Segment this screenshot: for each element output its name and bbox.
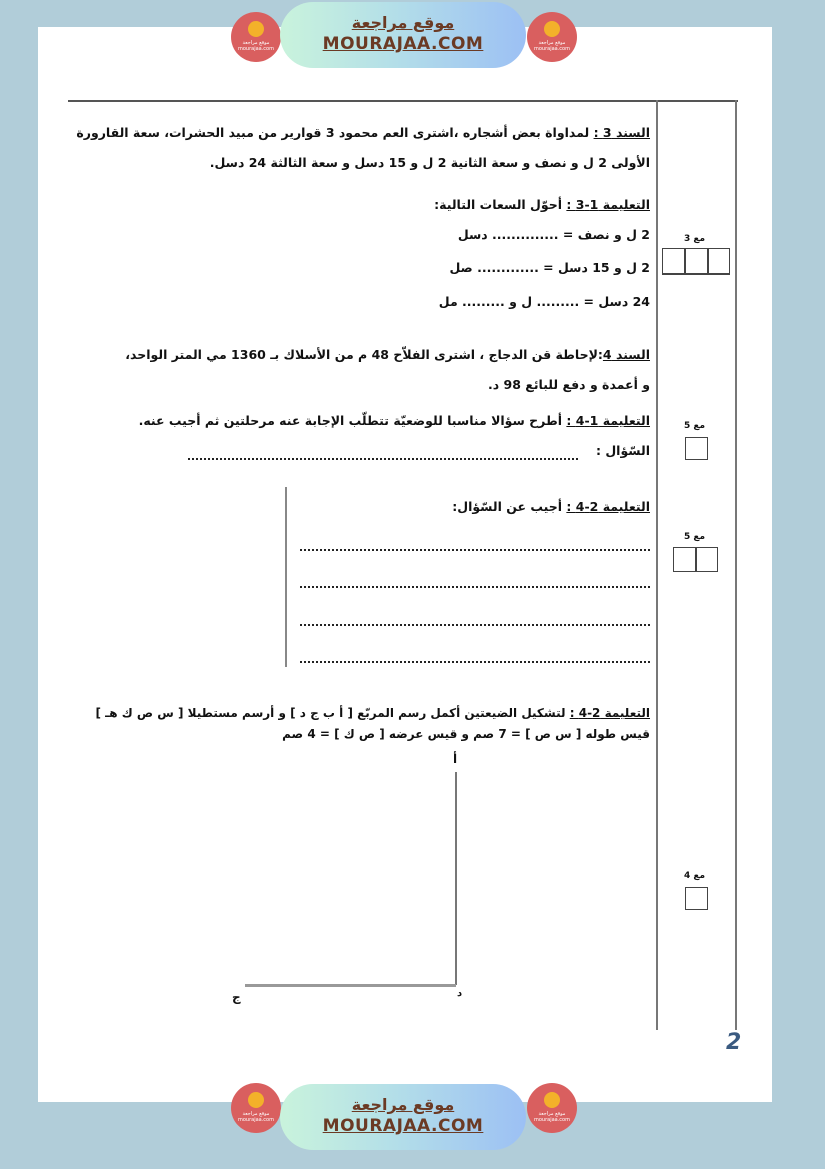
badge-text: موقع مراجعة mourajaa.com (533, 1111, 570, 1123)
grade-box-4-1[interactable] (685, 437, 708, 460)
conversion-row-2[interactable]: 2 ل و 15 دسل = ............. صل (449, 260, 650, 275)
point-j-label: ج (232, 990, 241, 1004)
banner-latin: MOURAJAA.COM (322, 34, 484, 54)
task-4-2b-line2: قيس طوله [ س ص ] = 7 صم و قيس عرضه [ ص ك ] = 4 صم (282, 727, 650, 741)
book-icon (248, 1092, 264, 1108)
grade-column-divider (656, 100, 658, 1030)
task-4-1-heading (120, 413, 650, 428)
task-4-2b-label: التعليمة 2-4 : (569, 706, 650, 720)
answer-line-1[interactable] (300, 549, 650, 551)
logo-badge-right-top (527, 12, 577, 62)
task-3-1-label: التعليمة 1-3 : (566, 197, 650, 212)
point-d-label: د (457, 988, 463, 999)
square-side-dj (245, 984, 456, 987)
page-number: 2 (726, 1030, 742, 1055)
logo-badge-left-top (231, 12, 281, 62)
site-banner-bottom[interactable] (280, 1084, 526, 1150)
grade-label-4-1: مع 5 (684, 421, 706, 431)
top-rule (68, 100, 738, 102)
task-4-1-label: التعليمة 1-4 : (566, 413, 650, 428)
logo-badge-left-bottom (231, 1083, 281, 1133)
answer-line-4[interactable] (300, 661, 650, 663)
book-icon (544, 21, 560, 37)
book-icon (248, 21, 264, 37)
task-4-2-heading (380, 499, 650, 514)
site-banner-top[interactable] (280, 2, 526, 68)
task-3-1-heading (380, 197, 650, 212)
banner-arabic: موقع مراجعة (351, 13, 455, 32)
sanad-4-line2: و أعمدة و دفع للبائع 98 د. (488, 377, 650, 392)
banner-arabic: موقع مراجعة (351, 1095, 455, 1114)
grade-label-4-2b: مع 4 (684, 871, 706, 881)
task-4-2-label: التعليمة 2-4 : (566, 499, 650, 514)
sanad-4 (110, 340, 650, 400)
answer-line-2[interactable] (300, 586, 650, 588)
grade-box-4-2b[interactable] (685, 887, 708, 910)
sanad-4-line1: :لإحاطة قن الدجاج ، اشترى الفلاّح 48 م من الأسلاك بـ 1360 مي المتر الواحد، (125, 347, 603, 362)
grade-box-3[interactable] (662, 248, 730, 275)
conversion-row-1[interactable]: 2 ل و نصف = .............. دسل (457, 227, 650, 242)
badge-text: موقع مراجعة mourajaa.com (237, 1111, 274, 1123)
badge-text: موقع مراجعة mourajaa.com (237, 40, 274, 52)
square-side-ad (455, 772, 457, 985)
logo-badge-right-bottom (527, 1083, 577, 1133)
task-4-1-text: أطرح سؤالا مناسبا للوضعيّة تتطلّب الإجابة عنه مرحلتين ثم أجيب عنه. (138, 413, 563, 428)
book-icon (544, 1092, 560, 1108)
answer-line-3[interactable] (300, 624, 650, 626)
exam-page (38, 27, 772, 1102)
grade-label-4-2: مع 5 (684, 532, 706, 542)
sanad-3-line2: الأولى 2 ل و نصف و سعة الثانية 2 ل و 15 دسل و سعة الثالثة 24 دسل. (209, 155, 650, 170)
task-4-2b-line1: لتشكيل الضيعتين أكمل رسم المربّع [ أ ب ج د ] و أرسم مستطيلا [ س ص ك هـ ] (95, 706, 566, 720)
task-3-1-text: أحوّل السعات التالية: (434, 197, 563, 212)
badge-text: موقع مراجعة mourajaa.com (533, 40, 570, 52)
conversion-row-3[interactable]: 24 دسل = ......... ل و ......... مل (438, 294, 650, 309)
answer-area-border (285, 487, 287, 667)
task-4-2-text: أجيب عن السّؤال: (452, 499, 563, 514)
sanad-3-line1: لمداواة بعض أشجاره ،اشترى العم محمود 3 قوارير من مبيد الحشرات، سعة القارورة (76, 125, 590, 140)
question-label: السّؤال : (595, 443, 650, 458)
banner-latin: MOURAJAA.COM (322, 1116, 484, 1136)
question-answer-line[interactable] (188, 458, 580, 460)
sanad-4-label: السند 4 (602, 347, 650, 362)
task-4-2-drawing (65, 703, 650, 745)
grade-box-4-2[interactable] (673, 547, 718, 572)
right-border (735, 100, 737, 1030)
grade-label-3: مع 3 (684, 234, 706, 244)
point-a-label: أ (453, 752, 458, 766)
sanad-3 (70, 118, 650, 178)
sanad-3-label: السند 3 : (593, 125, 650, 140)
